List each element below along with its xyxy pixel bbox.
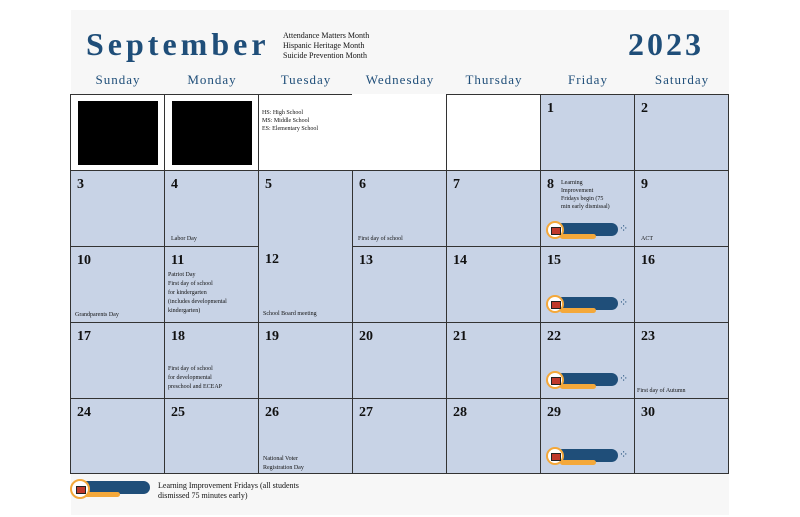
- day-number: 29: [547, 405, 561, 420]
- legend-text: [158, 481, 299, 501]
- day-cell-24[interactable]: [70, 398, 165, 474]
- observance: Attendance Matters Month: [283, 31, 370, 40]
- redacted-image: [172, 101, 252, 165]
- event-voter-registration: National Voter: [263, 456, 298, 462]
- day-number: 18: [171, 329, 185, 344]
- event-preschool: First day of school: [168, 366, 213, 372]
- day-number: 24: [77, 405, 91, 420]
- day-cell-23[interactable]: [634, 322, 729, 399]
- school-key-cell: [258, 94, 353, 171]
- day-number: 6: [359, 177, 366, 192]
- day-number: 27: [359, 405, 373, 420]
- event-school-board: School Board meeting: [263, 311, 317, 317]
- day-cell-30[interactable]: [634, 398, 729, 474]
- event-kindergarten: First day of school: [168, 281, 213, 287]
- lif-badge-icon: ⁘: [546, 221, 634, 241]
- day-cell-15[interactable]: [540, 246, 635, 323]
- day-cell-14[interactable]: [446, 246, 541, 323]
- day-number: 5: [265, 177, 272, 192]
- observance: Hispanic Heritage Month: [283, 41, 365, 50]
- day-cell-8[interactable]: [540, 170, 635, 247]
- day-number: 3: [77, 177, 84, 192]
- redacted-image: [78, 101, 158, 165]
- day-cell-21[interactable]: [446, 322, 541, 399]
- weekday-friday: Friday: [568, 72, 608, 87]
- day-cell-29[interactable]: [540, 398, 635, 474]
- event-lif-begin: Learning: [561, 180, 583, 186]
- event-labor-day: Labor Day: [171, 236, 197, 242]
- day-cell-11[interactable]: [164, 246, 259, 323]
- lif-badge-icon: ⁘: [546, 447, 634, 467]
- lif-badge-icon: ⁘: [546, 371, 634, 391]
- calendar-grid: [70, 94, 729, 474]
- event-autumn: First day of Autumn: [637, 388, 686, 394]
- day-cell-4[interactable]: [164, 170, 259, 247]
- month-title: September: [86, 26, 270, 62]
- weekday-tuesday: Tuesday: [280, 72, 332, 87]
- day-number: 30: [641, 405, 655, 420]
- event-act: ACT: [641, 236, 653, 242]
- day-cell-empty: [446, 94, 541, 171]
- key-hs: HS: High School: [262, 110, 304, 116]
- weekday-wednesday: Wednesday: [365, 72, 435, 87]
- event-patriot-day: Patriot Day: [168, 272, 196, 278]
- weekday-monday: Monday: [187, 72, 237, 87]
- day-cell-3[interactable]: [70, 170, 165, 247]
- day-number: 12: [265, 252, 279, 267]
- day-number: 8: [547, 177, 554, 192]
- day-cell-13[interactable]: [352, 246, 447, 323]
- event-preschool: preschool and ECEAP: [168, 384, 222, 390]
- day-cell-17[interactable]: [70, 322, 165, 399]
- event-lif-begin: Fridays begin (75: [561, 196, 604, 202]
- key-ms: MS: Middle School: [262, 118, 310, 124]
- day-number: 20: [359, 329, 373, 344]
- day-cell-18[interactable]: [164, 322, 259, 399]
- day-cell-20[interactable]: [352, 322, 447, 399]
- event-kindergarten: for kindergarten: [168, 290, 207, 296]
- event-kindergarten: (includes developmental: [168, 299, 227, 305]
- day-number: 17: [77, 329, 91, 344]
- day-cell-2[interactable]: [634, 94, 729, 171]
- legend-lif-icon: [70, 479, 158, 499]
- day-number: 26: [265, 405, 279, 420]
- event-first-day-school: First day of school: [358, 236, 403, 242]
- day-cell-10[interactable]: [70, 246, 165, 323]
- day-cell-19[interactable]: [258, 322, 353, 399]
- day-number: 21: [453, 329, 467, 344]
- day-number: 19: [265, 329, 279, 344]
- weekday-saturday: Saturday: [654, 72, 710, 87]
- day-number: 4: [171, 177, 178, 192]
- key-es: ES: Elementary School: [262, 126, 318, 132]
- day-number: 13: [359, 253, 373, 268]
- event-lif-begin: min early dismissal): [561, 204, 610, 210]
- observances-list: [283, 31, 369, 61]
- day-cell-6[interactable]: [352, 170, 447, 247]
- day-cell-25[interactable]: [164, 398, 259, 474]
- day-number: 11: [171, 253, 185, 268]
- day-number: 22: [547, 329, 561, 344]
- day-cell-empty: [70, 94, 165, 171]
- day-number: 16: [641, 253, 655, 268]
- day-number: 10: [77, 253, 91, 268]
- day-cell-28[interactable]: [446, 398, 541, 474]
- day-cell-5[interactable]: [258, 170, 353, 247]
- day-cell-empty: [164, 94, 259, 171]
- day-cell-1[interactable]: [540, 94, 635, 171]
- event-preschool: for developmental: [168, 375, 212, 381]
- day-number: 9: [641, 177, 648, 192]
- day-cell-empty: [352, 94, 447, 171]
- day-cell-9[interactable]: [634, 170, 729, 247]
- day-number: 2: [641, 101, 648, 116]
- day-cell-12[interactable]: [258, 246, 353, 323]
- year-title: 2023: [628, 26, 704, 62]
- legend-line: dismissed 75 minutes early): [158, 491, 248, 500]
- day-number: 1: [547, 101, 554, 116]
- event-kindergarten: kindergarten): [168, 308, 201, 314]
- weekday-sunday: Sunday: [95, 72, 141, 87]
- event-voter-registration: Registration Day: [263, 465, 304, 471]
- event-lif-begin: Improvement: [561, 188, 594, 194]
- event-grandparents-day: Grandparents Day: [75, 312, 119, 318]
- day-number: 7: [453, 177, 460, 192]
- day-cell-26[interactable]: [258, 398, 353, 474]
- day-number: 14: [453, 253, 467, 268]
- day-number: 25: [171, 405, 185, 420]
- day-cell-7[interactable]: [446, 170, 541, 247]
- day-number: 28: [453, 405, 467, 420]
- day-cell-16[interactable]: [634, 246, 729, 323]
- day-cell-22[interactable]: [540, 322, 635, 399]
- day-number: 23: [641, 329, 655, 344]
- day-cell-27[interactable]: [352, 398, 447, 474]
- weekday-thursday: Thursday: [465, 72, 523, 87]
- observance: Suicide Prevention Month: [283, 51, 367, 60]
- day-number: 15: [547, 253, 561, 268]
- lif-badge-icon: ⁘: [546, 295, 634, 315]
- legend-line: Learning Improvement Fridays (all students: [158, 481, 299, 490]
